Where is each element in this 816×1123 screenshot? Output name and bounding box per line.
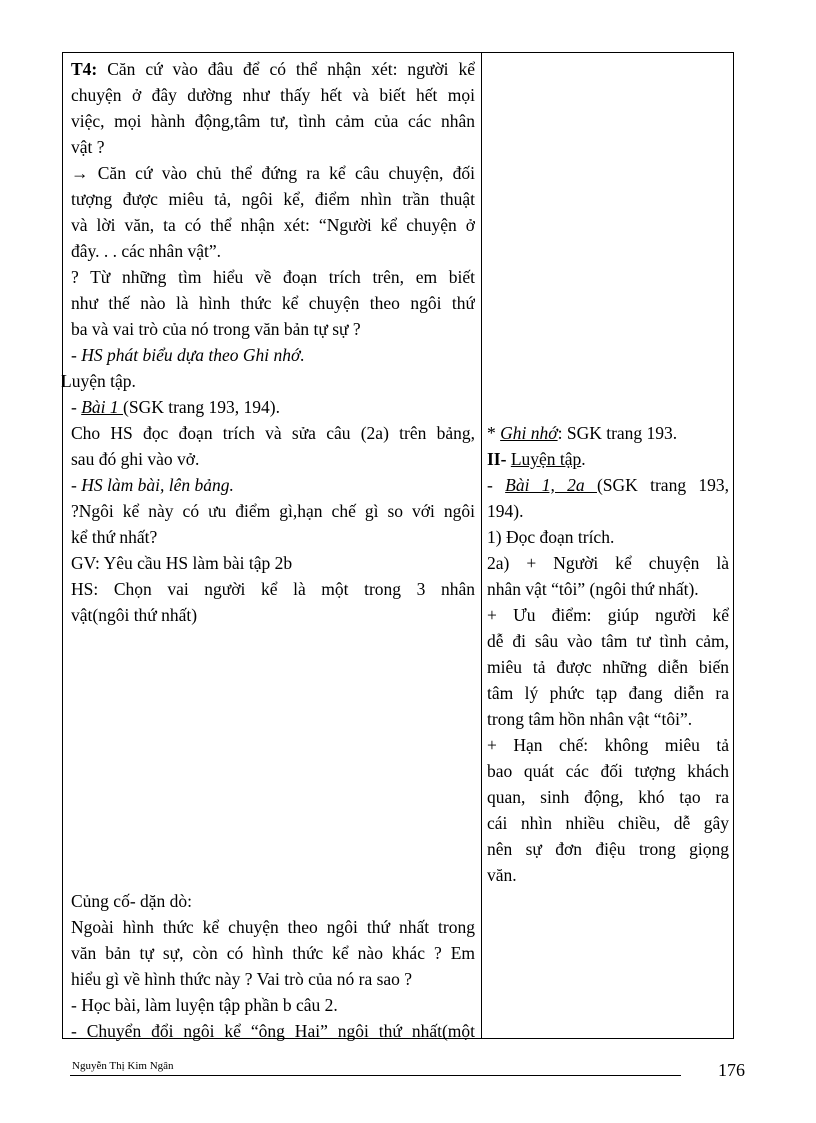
answer-line: 2a) + Người kể chuyện là [487,553,729,573]
answer-line: + Hạn chế: không miêu tả [487,735,729,755]
question-line: ?Ngôi kể này có ưu điểm gì,hạn chế gì so với ngôi [71,501,475,521]
review-line: Ngoài hình thức kể chuyện theo ngôi thứ nhất trong [71,917,475,937]
answer-line: nhân vật “tôi” (ngôi thứ nhất). [487,579,699,599]
answer-line: cái nhìn nhiều chiều, dễ gây [487,813,729,833]
answer-line: → Căn cứ vào chủ thể đứng ra kể câu chuyện, đối [71,163,475,183]
t4-question-line: T4: Căn cứ vào đâu để có thể nhận xét: người kể [71,59,475,79]
answer-line: đây. . . các nhân vật”. [71,241,221,261]
question-line: kể thứ nhất? [71,527,158,547]
student-task-line: vật(ngôi thứ nhất) [71,605,198,625]
ghi-nho-label: Ghi nhớ [500,423,558,443]
student-response: - HS phát biểu dựa theo Ghi nhớ. [71,345,305,365]
question-line: ba và vai trò của nó trong văn bản tự sự ? [71,319,361,339]
section-heading: II- Luyện tập. [487,449,586,469]
student-response: - HS làm bài, lên bảng. [71,475,234,495]
answer-line: tâm lý phức tạp đang diễn ra [487,683,729,703]
text-line: việc, mọi hành động,tâm tư, tình cảm của các nhân [71,111,475,131]
answer-line: miêu tả được những diễn biến [487,657,729,677]
task-line: Cho HS đọc đoạn trích và sửa câu (2a) trên bảng, [71,423,475,443]
answer-line: nên sự đơn điệu trong giọng [487,839,729,859]
practice-heading: Luyện tập. [61,371,136,391]
teacher-instruction: GV: Yêu cầu HS làm bài tập 2b [71,553,293,573]
footer-rule [70,1075,681,1076]
answer-line: và lời văn, ta có thể nhận xét: “Người kể chuyện ở [71,215,475,235]
answer-item: 1) Đọc đoạn trích. [487,527,615,547]
question-line: như thế nào là hình thức kể chuyện theo ngôi thứ [71,293,475,313]
student-task-line: HS: Chọn vai người kể là một trong 3 nhân [71,579,475,599]
task-line: sau đó ghi vào vở. [71,449,200,469]
t4-label: T4: [71,59,98,79]
exercise-line: 194). [487,501,524,521]
footer-author: Nguyễn Thị Kim Ngân [72,1060,174,1072]
lesson-table [62,52,734,1039]
answer-line: văn. [487,865,517,885]
exercise-label: Bài 1, 2a [505,475,597,495]
page-number: 176 [718,1060,745,1080]
text-line: vật ? [71,137,105,157]
review-heading: Củng cố- dặn dò: [71,891,193,911]
review-line: văn bản tự sự, còn có hình thức kể nào khác ? Em [71,943,475,963]
answer-line: bao quát các đối tượng khách [487,761,729,781]
question-line: ? Từ những tìm hiểu về đoạn trích trên, em biết [71,267,475,287]
exercise-line: - Bài 1 (SGK trang 193, 194). [71,397,281,417]
exercise-1-label: Bài 1 [81,397,124,417]
answer-line: + Ưu điểm: giúp người kể [487,605,729,625]
answer-line: tượng được miêu tả, ngôi kể, điểm nhìn trần thuật [71,189,475,209]
answer-line: dễ đi sâu vào tâm tư tình cảm, [487,631,729,651]
homework-line: - Chuyển đổi ngôi kể “ông Hai” ngôi thứ nhất(một [71,1021,475,1041]
answer-line: quan, sinh động, khó tạo ra [487,787,729,807]
exercise-line: - Bài 1, 2a (SGK trang 193, [487,475,729,495]
ghi-nho-note: * Ghi nhớ: SGK trang 193. [487,423,678,443]
review-line: hiểu gì về hình thức này ? Vai trò của nó ra sao ? [71,969,413,989]
column-divider [481,53,482,1038]
homework-line: - Học bài, làm luyện tập phần b câu 2. [71,995,338,1015]
answer-line: trong tâm hồn nhân vật “tôi”. [487,709,693,729]
text-line: chuyện ở đây dường như thấy hết và biết hết mọi [71,85,475,105]
